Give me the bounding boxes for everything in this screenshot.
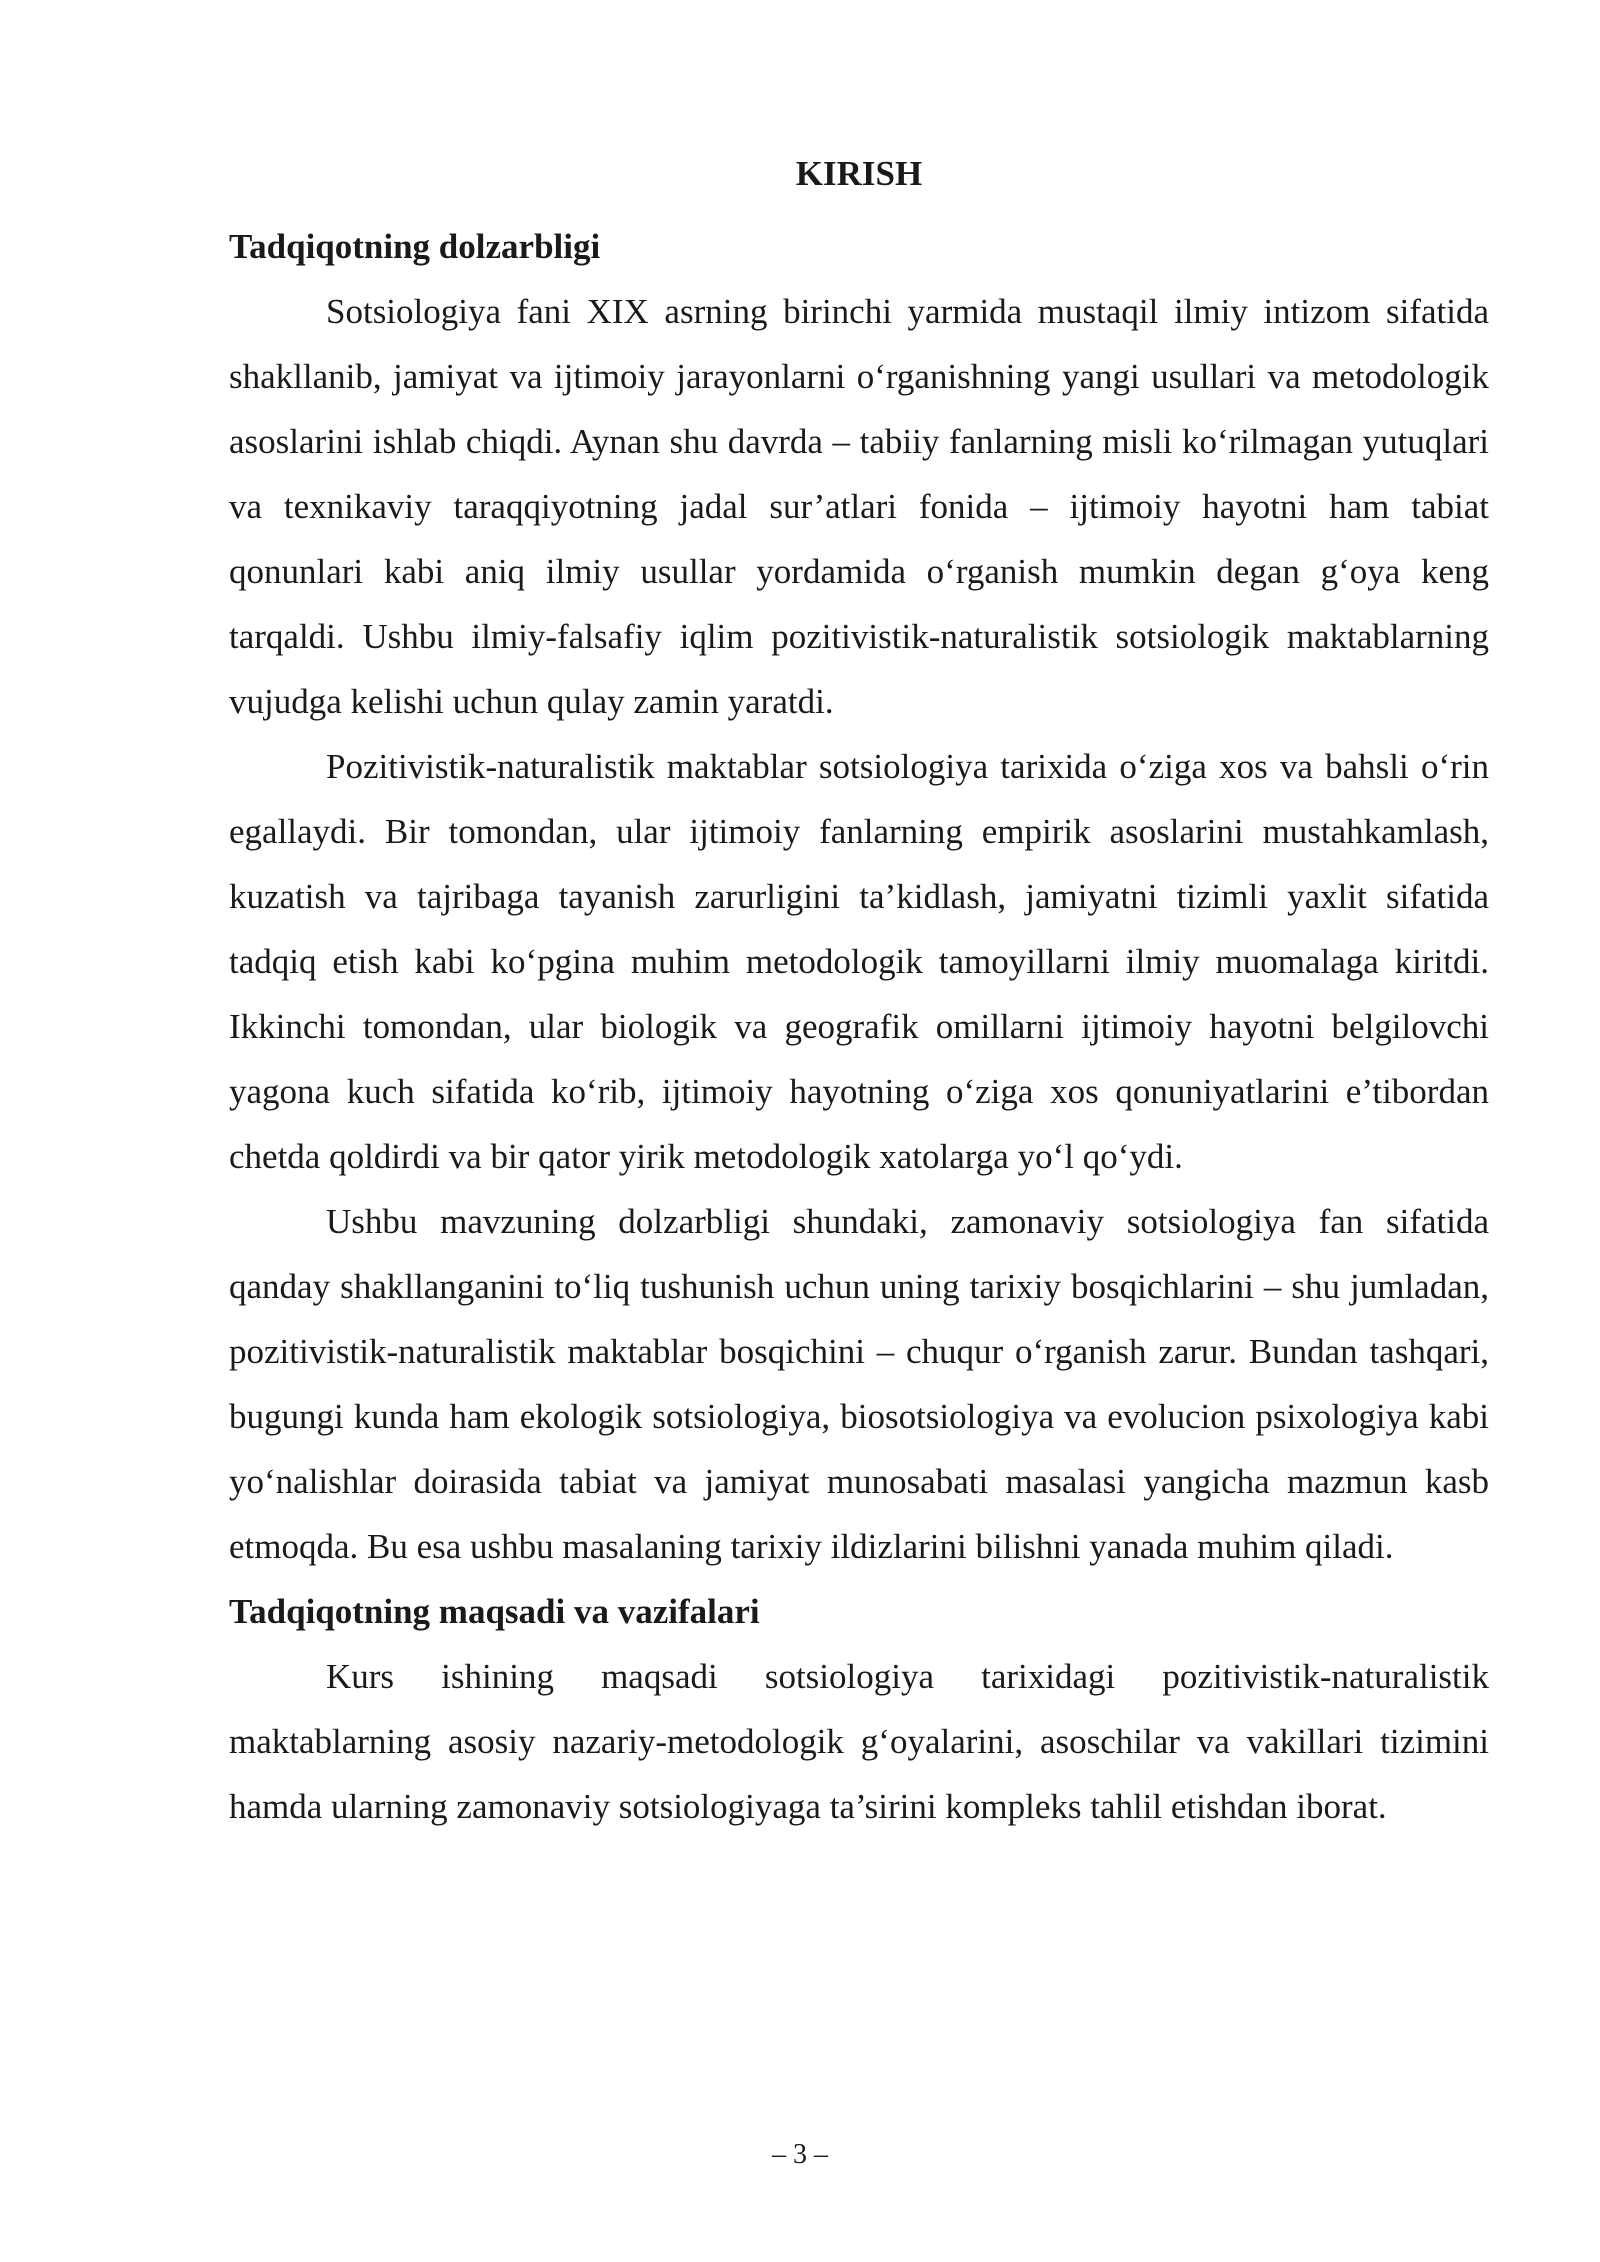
section-heading-relevance: Tadqiqotning dolzarbligi [229,227,601,266]
paragraph: Pozitivistik-naturalistik maktablar sotsiologiya tarixida o‘ziga xos va bahsli o‘rin egallaydi. Bir tomondan, ular ijtimoiy fanlarning empirik asoslarini mustahkamlash, kuzatish va tajribaga tayanish zarurligini ta’kidlash, jamiyatni tizimli yaxlit sifatida tadqiq etish kabi ko‘pgina muhim metodologik tamoyillarni ilmiy muomalaga kiritdi. Ikkinchi tomondan, ular biologik va geografik omillarni ijtimoiy hayotni belgilovchi yagona kuch sifatida ko‘rib, ijtimoiy hayotning o‘ziga xos qonuniyatlarini e’tibordan chetda qoldirdi va bir qator yirik metodologik xatolarga yo‘l qo‘ydi. [229,747,1489,1176]
page-number: – 3 – [772,2139,828,2170]
paragraph: Kurs ishining maqsadi sotsiologiya tarixidagi pozitivistik-naturalistik maktablarning asosiy nazariy-metodologik g‘oyalarini, asoschilar va vakillari tizimini hamda ularning zamonaviy sotsiologiyaga ta’sirini kompleks tahlil etishdan iborat. [229,1657,1489,1826]
paragraph: Ushbu mavzuning dolzarbligi shundaki, zamonaviy sotsiologiya fan sifatida qanday shakllanganini to‘liq tushunish uchun uning tarixiy bosqichlarini – shu jumladan, pozitivistik-naturalistik maktablar bosqichini – chuqur o‘rganish zarur. Bundan tashqari, bugungi kunda ham ekologik sotsiologiya, biosotsiologiya va evolucion psixologiya kabi yo‘nalishlar doirasida tabiat va jamiyat munosabati masalasi yangicha mazmun kasb etmoqda. Bu esa ushbu masalaning tarixiy ildizlarini bilishni yanada muhim qiladi. [229,1202,1489,1566]
document-body [229,214,1489,1839]
paragraph: Sotsiologiya fani XIX asrning birinchi yarmida mustaqil ilmiy intizom sifatida shakllanib, jamiyat va ijtimoiy jarayonlarni o‘rganishning yangi usullari va metodologik asoslarini ishlab chiqdi. Aynan shu davrda – tabiiy fanlarning misli ko‘rilmagan yutuqlari va texnikaviy taraqqiyotning jadal sur’atlari fonida – ijtimoiy hayotni ham tabiat qonunlari kabi aniq ilmiy usullar yordamida o‘rganish mumkin degan g‘oya keng tarqaldi. Ushbu ilmiy-falsafiy iqlim pozitivistik-naturalistik sotsiologik maktablarning vujudga kelishi uchun qulay zamin yaratdi. [229,292,1489,721]
section-heading-goals: Tadqiqotning maqsadi va vazifalari [229,1592,760,1631]
page-title: KIRISH [795,154,923,193]
